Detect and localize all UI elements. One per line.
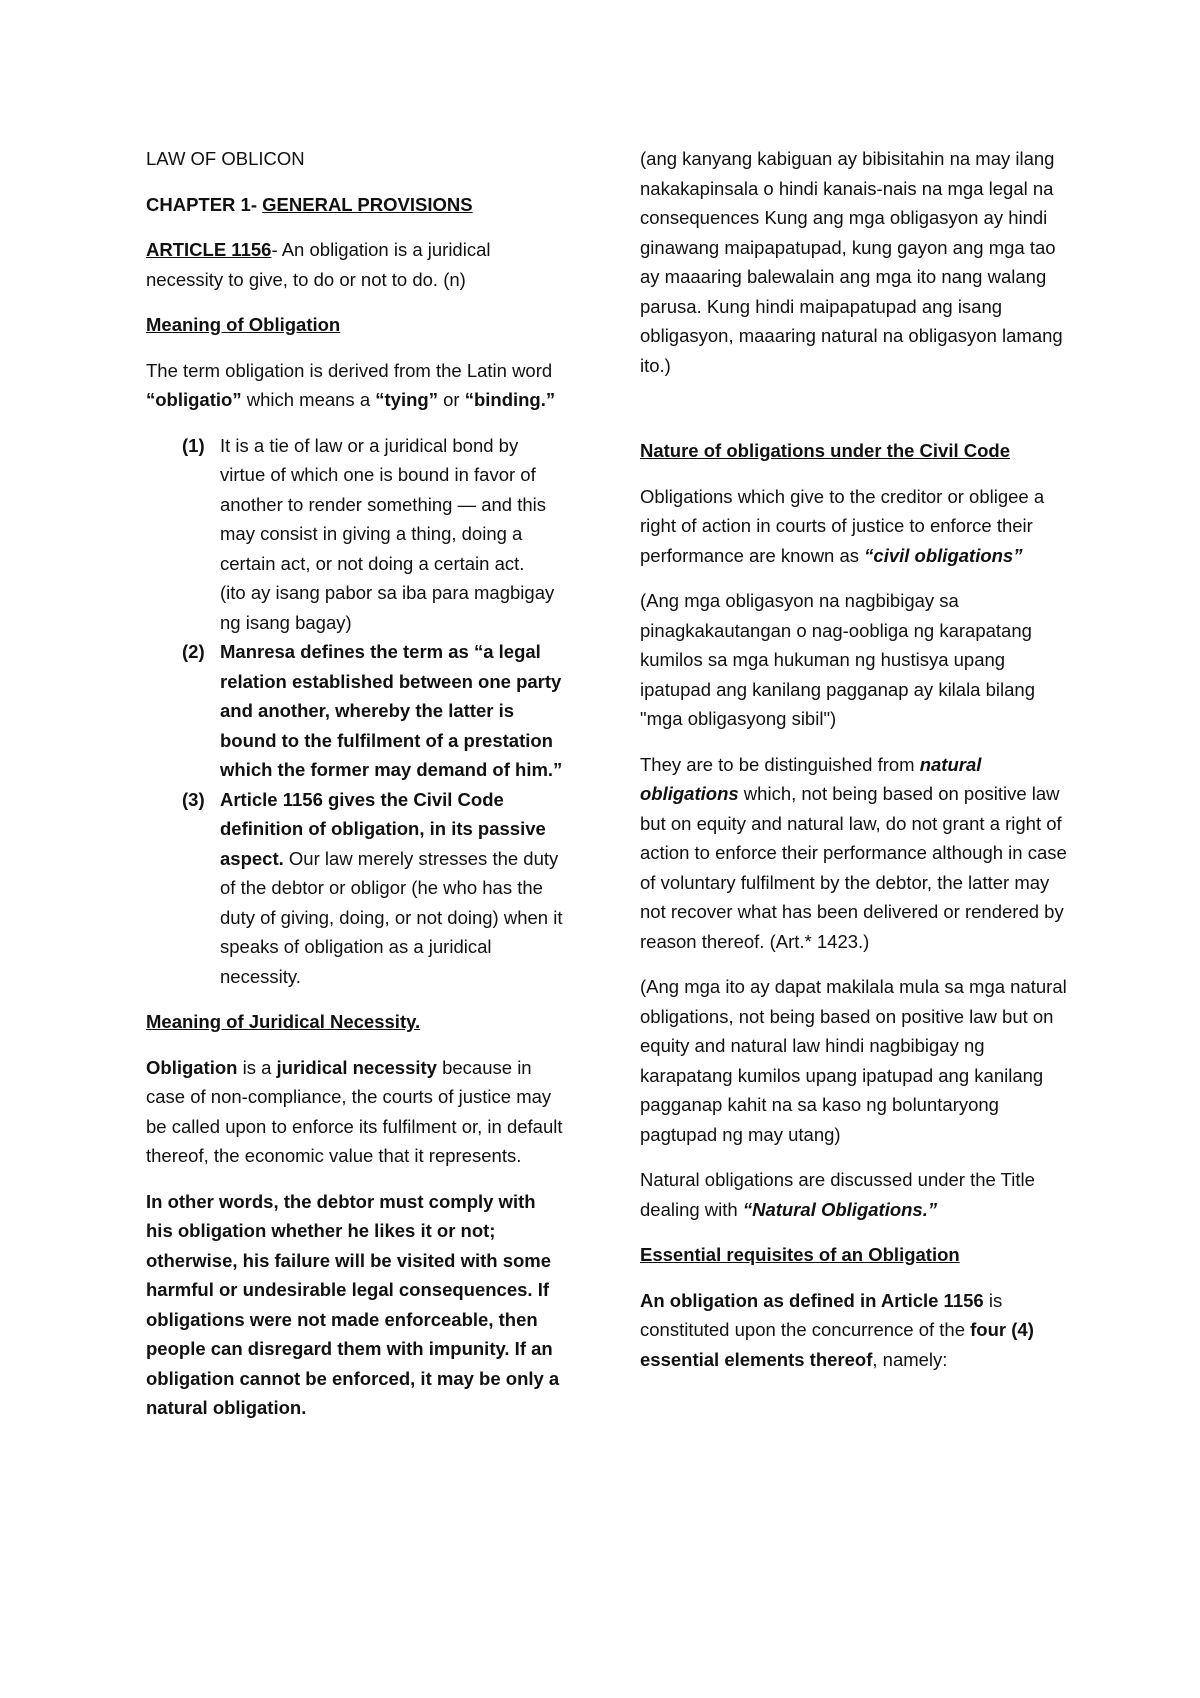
essential-paragraph <box>640 1286 1075 1375</box>
meaning-term-binding: “binding.” <box>464 389 556 410</box>
meaning-term-tying: “tying” <box>375 389 438 410</box>
list-item-text: Manresa defines the term as <box>220 641 474 662</box>
natural-term: “Natural Obligations.” <box>742 1198 938 1220</box>
article-text: - An obligation is a juridical necessity to give, to do or not to do. (n) <box>146 239 491 290</box>
distinguished-text-1: They are to be distinguished from <box>640 753 920 775</box>
list-item-quote: “a legal relation established between one party and another, whereby the latter is bound to the fulfilment of a prestation which the former may demand of him.” <box>220 641 563 780</box>
tagalog-paragraph-3: (Ang mga ito ay dapat makilala mula sa mga natural obligations, not being based on positive law but on equity and natural law hindi nagbibigay ng karapatang kumilos upang ipatupad ang kanilang pagganap kahit na sa kaso ng boluntaryong pagtupad ng may utang) <box>640 976 1067 1145</box>
juridical-text-2: because in case of non-compliance, the courts of justice may be called upon to enforce its fulfilment or, in default thereof, the economic value that it represents. <box>146 1056 563 1166</box>
meaning-paragraph <box>146 356 566 415</box>
meaning-term-obligatio: “obligatio” <box>146 389 242 410</box>
spacer <box>640 396 1075 436</box>
heading-juridical-necessity: Meaning of Juridical Necessity. <box>146 1011 421 1032</box>
document-title: LAW OF OBLICON <box>146 148 305 169</box>
nature-text: Obligations which give to the creditor or obligee a right of action in courts of justice to enforce their performance are known as <box>640 485 1045 566</box>
meaning-text-3: or <box>437 389 465 410</box>
juridical-paragraph <box>146 1053 566 1171</box>
essential-bold-1: An obligation as defined in Article 1156 <box>640 1289 984 1311</box>
juridical-term-obligation: Obligation <box>146 1056 238 1078</box>
essential-bold-2: four (4) essential elements thereof <box>640 1319 1034 1370</box>
natural-text: Natural obligations are discussed under the Title dealing with <box>640 1169 1035 1220</box>
juridical-text-1: is a <box>237 1056 277 1078</box>
heading-essential-requisites: Essential requisites of an Obligation <box>640 1244 960 1265</box>
distinguished-paragraph <box>640 750 1075 957</box>
left-column <box>146 144 566 1439</box>
article-1156 <box>146 235 566 294</box>
chapter-prefix: CHAPTER 1- <box>146 193 263 215</box>
list-item <box>146 785 566 992</box>
chapter-heading <box>146 190 566 220</box>
list-item-number: (2) <box>182 641 205 662</box>
meaning-text-2: which means a <box>241 389 376 410</box>
list-item-number: (3) <box>182 788 205 810</box>
meaning-text-1: The term obligation is derived from the Latin word <box>146 359 553 381</box>
essential-text-2: , namely: <box>872 1348 948 1370</box>
essential-text-1: is constituted upon the concurrence of the <box>640 1289 1003 1340</box>
list-item-note: (ito ay isang pabor sa iba para magbigay ng isang bagay) <box>220 582 555 633</box>
heading-nature-of-obligations: Nature of obligations under the Civil Code <box>640 440 1011 461</box>
list-item <box>146 431 566 638</box>
list-item-text: It is a tie of law or a juridical bond by virtue of which one is bound in favor of another to render something — and this may consist in giving a thing, doing a certain act, or not doing a certain act. <box>220 434 546 574</box>
list-item <box>146 637 566 785</box>
list-item-bold-text: Article 1156 gives the Civil Code definition of obligation, in its passive aspect. <box>220 788 546 869</box>
definition-list <box>146 431 566 992</box>
other-words-paragraph: In other words, the debtor must comply with his obligation whether he likes it or not; otherwise, his failure will be visited with some harmful or undesirable legal consequences. If obligations were not made enforceable, then people can disregard them with impunity. If an obligation cannot be enforced, it may be only a natural obligation. <box>146 1190 560 1418</box>
distinguished-text-2: which, not being based on positive law but on equity and natural law, do not grant a right of action to enforce their performance although in case of voluntary fulfilment by the debtor, the latter may not recover what has been delivered or rendered by reason thereof. (Art.* 1423.) <box>640 783 1067 952</box>
article-ref: ARTICLE 1156 <box>146 239 272 260</box>
list-item-text: Our law merely stresses the duty of the debtor or obligor (he who has the duty of giving, doing, or not doing) when it speaks of obligation as a juridical necessity. <box>220 847 563 987</box>
chapter-name: GENERAL PROVISIONS <box>262 193 473 215</box>
tagalog-paragraph-2: (Ang mga obligasyon na nagbibigay sa pinagkakautangan o nag-oobliga ng karapatang kumilos sa mga hukuman ng hustisya upang ipatupad ang kanilang pagganap ay kilala bilang "mga obligasyong sibil") <box>640 590 1035 729</box>
right-column <box>640 144 1075 1390</box>
juridical-term-necessity: juridical necessity <box>276 1056 437 1078</box>
nature-paragraph <box>640 482 1075 571</box>
natural-obligations-paragraph <box>640 1165 1075 1224</box>
tagalog-paragraph-1: (ang kanyang kabiguan ay bibisitahin na may ilang nakakapinsala o hindi kanais-nais na mga legal na consequences Kung ang mga obligasyon ay hindi ginawang maipapatupad, kung gayon ang mga tao ay maaaring balewalain ang mga ito nang walang parusa. Kung hindi maipapatupad ang isang obligasyon, maaaring natural na obligasyon lamang ito.) <box>640 148 1063 376</box>
distinguished-term: natural obligations <box>640 753 982 804</box>
nature-term-civil-obligations: “civil obligations” <box>864 544 1023 566</box>
list-item-number: (1) <box>182 434 205 456</box>
heading-meaning-of-obligation: Meaning of Obligation <box>146 314 341 335</box>
